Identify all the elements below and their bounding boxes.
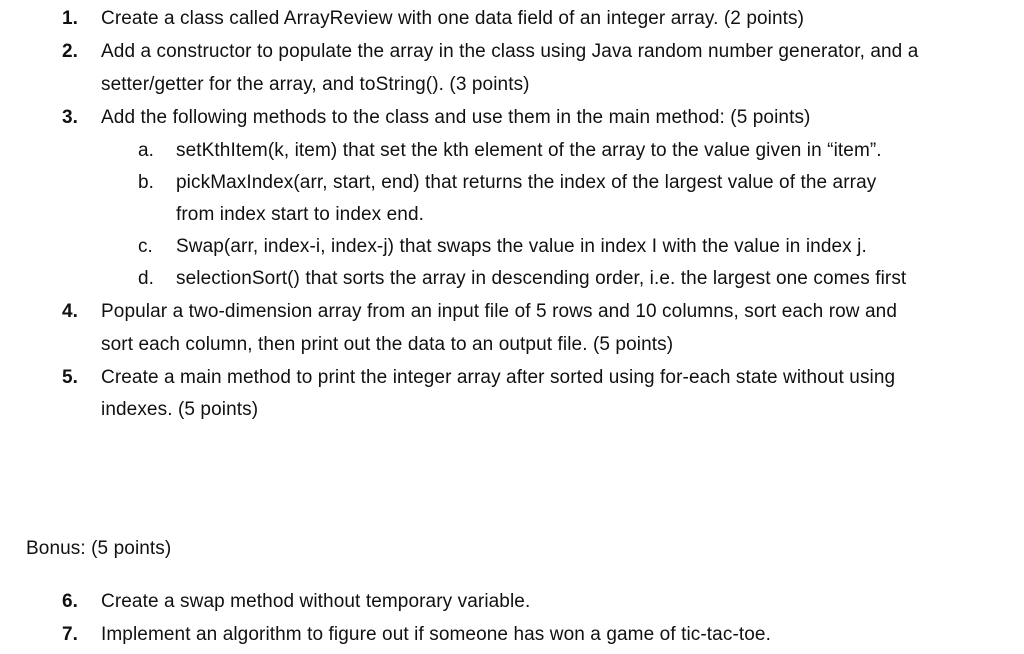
subitem-text: selectionSort() that sorts the array in descending order, i.e. the largest one comes first: [176, 268, 907, 289]
subitem-label: c.: [138, 236, 153, 257]
subitem-label: d.: [138, 268, 154, 289]
item-text-continued: indexes. (5 points): [101, 399, 259, 420]
item-text-continued: setter/getter for the array, and toString(). (3 points): [101, 74, 530, 95]
item-number: 4.: [62, 301, 78, 322]
bonus-item-text: Implement an algorithm to figure out if someone has won a game of tic-tac-toe.: [101, 624, 771, 645]
item-text: Create a class called ArrayReview with one data field of an integer array. (2 points): [101, 8, 805, 29]
item-text: Add the following methods to the class and use them in the main method: (5 points): [101, 107, 811, 128]
subitem-text: pickMaxIndex(arr, start, end) that returns the index of the largest value of the array: [176, 172, 877, 193]
item-text: Popular a two-dimension array from an input file of 5 rows and 10 columns, sort each row and: [101, 301, 897, 322]
bonus-heading: Bonus: (5 points): [26, 538, 172, 559]
subitem-text-continued: from index start to index end.: [176, 204, 425, 225]
subitem-label: a.: [138, 140, 154, 161]
item-text: Create a main method to print the integer array after sorted using for-each state without using: [101, 367, 896, 388]
item-text: Add a constructor to populate the array in the class using Java random number generator, and a: [101, 41, 919, 62]
bonus-item-number: 6.: [62, 591, 78, 612]
subitem-text: Swap(arr, index-i, index-j) that swaps the value in index I with the value in index j.: [176, 236, 867, 257]
item-text-continued: sort each column, then print out the data to an output file. (5 points): [101, 334, 674, 355]
subitem-label: b.: [138, 172, 154, 193]
subitem-text: setKthItem(k, item) that set the kth element of the array to the value given in “item”.: [176, 140, 882, 161]
item-number: 2.: [62, 41, 78, 62]
item-number: 5.: [62, 367, 78, 388]
bonus-item-number: 7.: [62, 624, 78, 645]
item-number: 1.: [62, 8, 78, 29]
item-number: 3.: [62, 107, 78, 128]
bonus-item-text: Create a swap method without temporary variable.: [101, 591, 531, 612]
